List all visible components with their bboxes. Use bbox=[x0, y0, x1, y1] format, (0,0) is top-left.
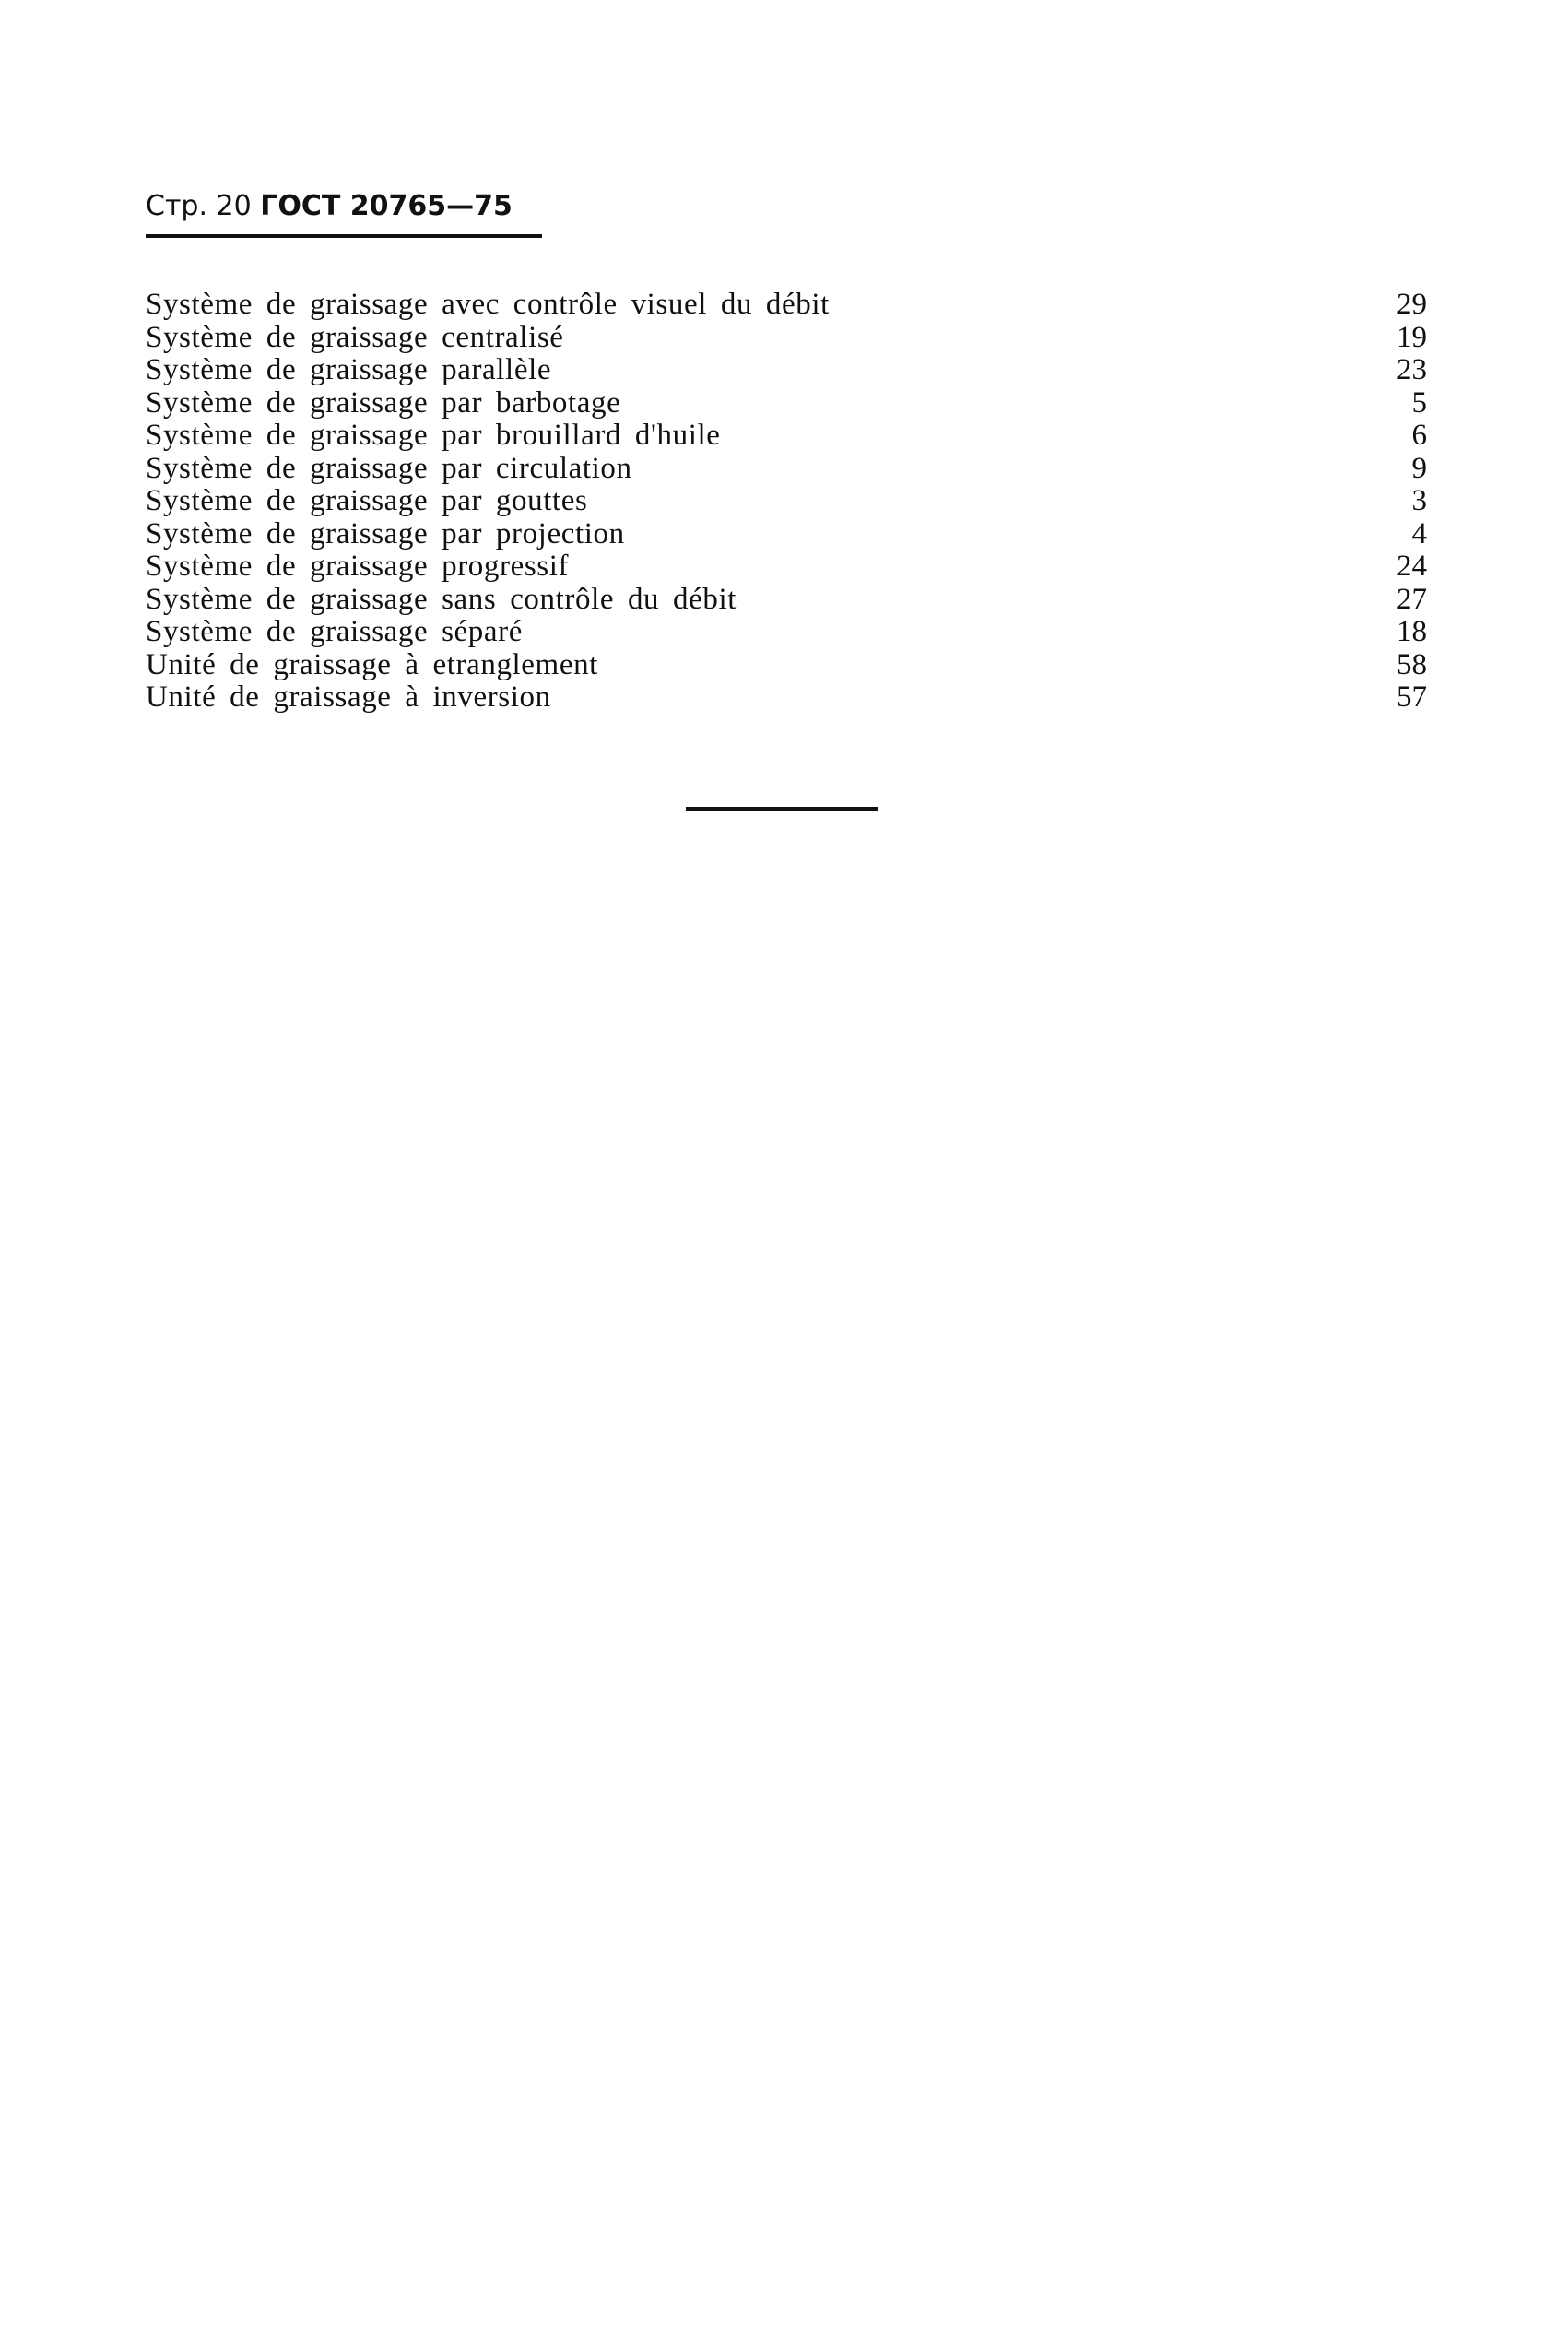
index-number: 58 bbox=[1397, 647, 1427, 681]
index-number: 29 bbox=[1397, 288, 1427, 321]
list-item bbox=[146, 550, 1427, 584]
index-term: Système de graissage centralisé bbox=[146, 320, 564, 354]
page-header bbox=[146, 190, 513, 223]
index-number: 19 bbox=[1397, 320, 1427, 354]
index-number: 5 bbox=[1411, 385, 1427, 420]
index-term: Système de graissage par projection bbox=[146, 516, 625, 550]
index-term: Système de graissage progressif bbox=[146, 550, 570, 583]
index-term: Système de graissage avec contrôle visuel du débit bbox=[146, 288, 830, 321]
list-item bbox=[146, 681, 1427, 715]
index-term: Système de graissage par circulation bbox=[146, 451, 632, 485]
index-term: Unité de graissage à etranglement bbox=[146, 647, 598, 681]
index-number: 3 bbox=[1411, 484, 1427, 517]
header-underline bbox=[146, 234, 542, 238]
list-item bbox=[146, 616, 1427, 649]
index-term: Système de graissage par brouillard d'huile bbox=[146, 419, 721, 452]
list-item bbox=[146, 387, 1427, 420]
list-item bbox=[146, 649, 1427, 682]
index-number: 9 bbox=[1411, 451, 1427, 485]
index-term: Système de graissage par barbotage bbox=[146, 385, 621, 420]
end-of-section-rule bbox=[686, 807, 878, 811]
list-item bbox=[146, 322, 1427, 355]
index-number: 57 bbox=[1397, 680, 1427, 714]
index-term: Unité de graissage à inversion bbox=[146, 680, 551, 714]
list-item bbox=[146, 289, 1427, 322]
list-item bbox=[146, 584, 1427, 617]
index-number: 24 bbox=[1397, 550, 1427, 583]
index-term: Système de graissage séparé bbox=[146, 615, 523, 648]
list-item bbox=[146, 453, 1427, 486]
list-item bbox=[146, 420, 1427, 453]
list-item bbox=[146, 354, 1427, 387]
index-number: 27 bbox=[1397, 582, 1427, 616]
index-number: 6 bbox=[1411, 419, 1427, 452]
document-code: ГОСТ 20765—75 bbox=[260, 190, 513, 222]
index-term: Système de graissage sans contrôle du débit bbox=[146, 582, 737, 616]
index-number: 18 bbox=[1397, 615, 1427, 648]
list-item bbox=[146, 485, 1427, 518]
list-item bbox=[146, 518, 1427, 551]
index-term: Système de graissage par gouttes bbox=[146, 484, 588, 517]
index-number: 4 bbox=[1411, 516, 1427, 550]
term-index-list bbox=[146, 289, 1427, 715]
index-term: Système de graissage parallèle bbox=[146, 353, 552, 386]
index-number: 23 bbox=[1397, 353, 1427, 386]
page-number-label: Стр. 20 bbox=[146, 190, 252, 222]
